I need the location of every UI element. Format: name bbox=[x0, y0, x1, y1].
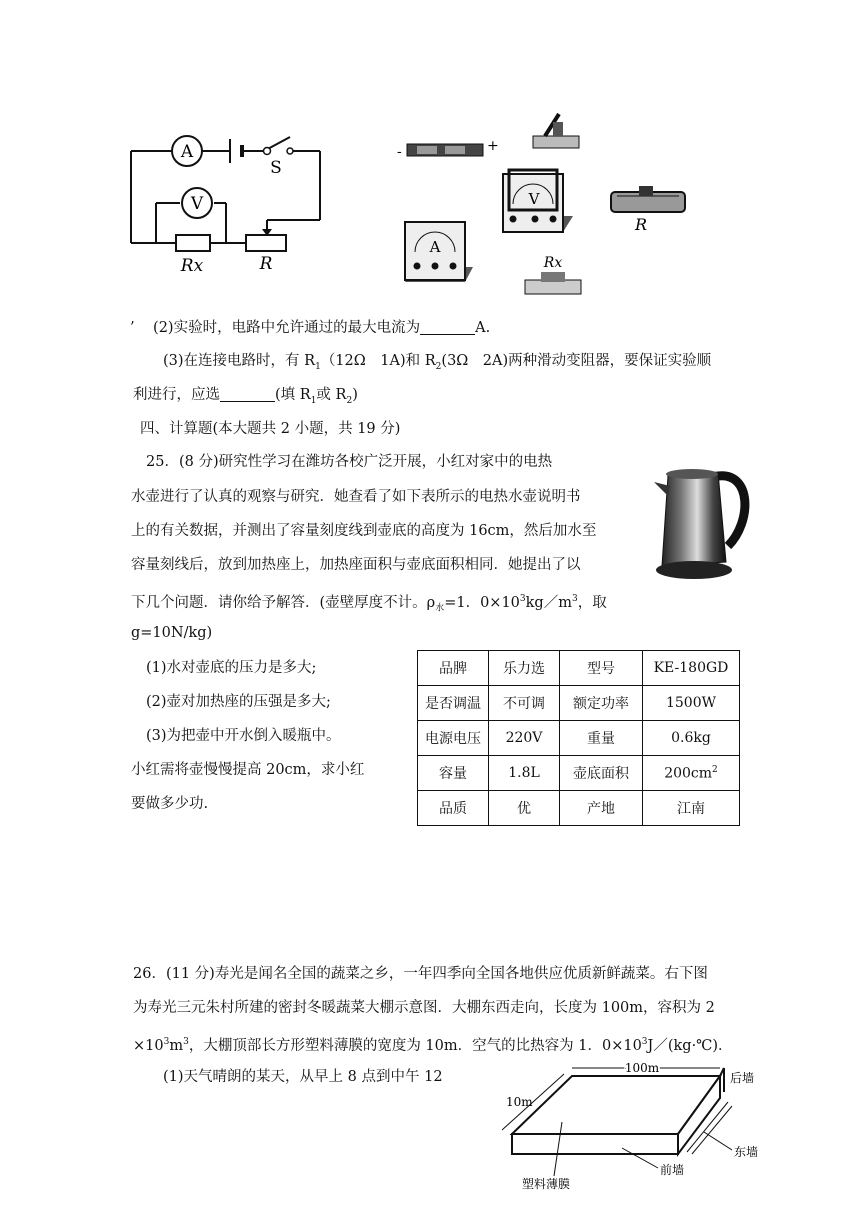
q24-part2: ’ (2)实验时，电路中允许通过的最大电流为 A. bbox=[130, 320, 491, 336]
back-wall-label: 后墙 bbox=[730, 1071, 755, 1085]
switch-label: S bbox=[270, 158, 282, 178]
q24-part3-line1: (3)在连接电路时，有 $R_1(12\Omega$ 1A)和 $R_2(3\Omega$ 2A)两种滑动变阻器，要保证实验顺 bbox=[163, 353, 712, 372]
q26-line2: 为寿光三元朱村所建的密封冬暖蔬菜大棚示意图．大棚东西走向，长度为 100m，容积为 2 bbox=[133, 1000, 715, 1016]
rheostat-label: R bbox=[259, 254, 273, 274]
film-label: 塑料薄膜 bbox=[522, 1177, 571, 1191]
rx-label: Rx bbox=[180, 256, 204, 276]
rheostat-device bbox=[611, 186, 685, 234]
devices-illustration bbox=[395, 112, 695, 304]
front-wall-label: 前墙 bbox=[660, 1163, 685, 1177]
svg-text:R: R bbox=[634, 215, 648, 234]
q25-sub3-cont2: 要做多少功. bbox=[131, 796, 209, 812]
table-row: 容量 1.8L 壶底面积 $200cm^2$ bbox=[418, 756, 740, 791]
q26-line3: $\times 10^3m^3$，大棚顶部长方形塑料薄膜的宽度为 10m．空气的比热容为 1．$0\times 10^3J/(kg\cdot℃)$． bbox=[133, 1037, 733, 1054]
length-label: 100m bbox=[624, 1062, 660, 1075]
table-row: 品质 优 产地 江南 bbox=[418, 791, 740, 826]
east-wall-label: 东墙 bbox=[734, 1145, 759, 1159]
svg-text:-: - bbox=[397, 144, 402, 160]
ammeter-label: A bbox=[180, 142, 194, 162]
knife-switch bbox=[533, 114, 579, 148]
answer-blank-current[interactable] bbox=[420, 318, 475, 335]
q25-line2: 水壶进行了认真的观察与研究．她查看了如下表所示的电热水壶说明书 bbox=[131, 489, 581, 505]
svg-text:+: + bbox=[487, 138, 499, 154]
rx-resistor bbox=[176, 235, 210, 251]
svg-text:A: A bbox=[429, 238, 441, 256]
voltmeter-label: V bbox=[190, 194, 204, 214]
q25-sub1: (1)水对壶底的压力是多大; bbox=[146, 660, 317, 676]
section-heading: 四、计算题(本大题共 2 小题，共 19 分) bbox=[140, 421, 401, 437]
svg-text:Rx: Rx bbox=[543, 255, 563, 271]
rx-device bbox=[525, 255, 581, 294]
q26-line1: 26．(11 分)寿光是闻名全国的蔬菜之乡，一年四季向全国各地供应优质新鲜蔬菜。右下图 bbox=[133, 966, 708, 982]
q25-line1: 25．(8 分)研究性学习在潍坊各校广泛开展，小红对家中的电热 bbox=[146, 454, 553, 470]
battery-pack bbox=[397, 138, 499, 160]
voltmeter-device bbox=[503, 170, 573, 232]
answer-blank-rheostat[interactable] bbox=[220, 385, 275, 402]
q25-line5: 下几个问题．请你给予解答．(壶壁厚度不计。$\rho_水=1$．$0\times 10^3kg/m^3$，取 bbox=[131, 594, 607, 614]
q25-sub3-cont1: 小红需将壶慢慢提高 20cm，求小红 bbox=[131, 762, 365, 778]
table-row: 电源电压 220V 重量 0.6kg bbox=[418, 721, 740, 756]
width-label: 10m bbox=[506, 1095, 533, 1109]
q25-sub3: (3)为把壶中开水倒入暖瓶中。 bbox=[146, 728, 341, 744]
q25-sub2: (2)壶对加热座的压强是多大; bbox=[146, 694, 331, 710]
greenhouse-diagram bbox=[492, 1062, 772, 1192]
q25-line6: g=10N/kg) bbox=[131, 625, 213, 641]
ammeter-device bbox=[405, 222, 473, 282]
rheostat bbox=[246, 235, 286, 251]
electric-kettle-image bbox=[648, 462, 754, 584]
kettle-spec-table bbox=[417, 650, 740, 826]
table-row: 是否调温 不可调 额定功率 1500W bbox=[418, 686, 740, 721]
q26-sub1: (1)天气晴朗的某天，从早上 8 点到中午 12 bbox=[163, 1069, 443, 1085]
table-row: 品脾 乐力选 型号 KE-180GD bbox=[418, 651, 740, 686]
svg-text:V: V bbox=[528, 190, 540, 208]
circuit-diagram bbox=[120, 125, 330, 280]
q25-line4: 容量刻线后，放到加热座上，加热座面积与壶底面积相同．她提出了以 bbox=[131, 557, 581, 573]
q24-part3-line2: 利进行，应选 (填 $R_1$或 $R_2$) bbox=[133, 387, 358, 406]
q25-line3: 上的有关数据，并测出了容量刻度线到壶底的高度为 16cm，然后加水至 bbox=[131, 523, 597, 539]
